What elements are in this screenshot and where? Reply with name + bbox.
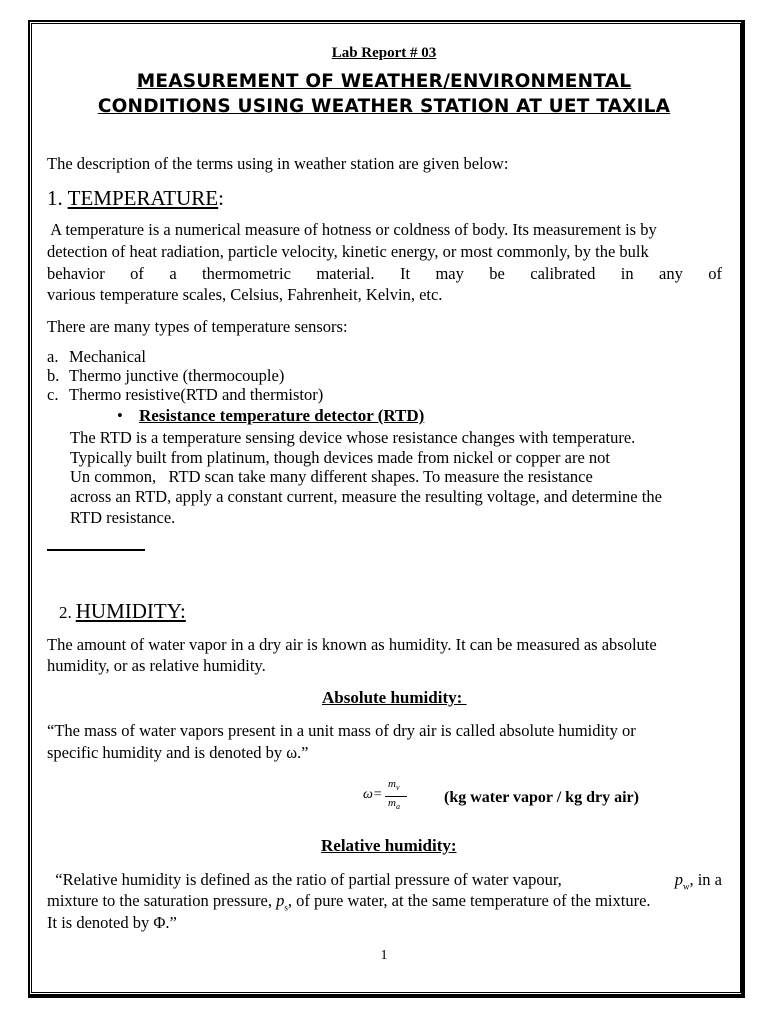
humidity-para-line-1: The amount of water vapor in a dry air is known as humidity. It can be measured as absolute xyxy=(47,635,657,654)
sensors-intro: There are many types of temperature sensors: xyxy=(47,317,348,336)
relative-text: mixture to the saturation pressure, xyxy=(47,891,277,910)
bullet-icon: • xyxy=(117,406,123,425)
list-text: Mechanical xyxy=(69,347,146,366)
list-label: a. xyxy=(47,347,59,366)
denominator-subscript: a xyxy=(395,802,400,812)
rtd-heading: Resistance temperature detector (RTD) xyxy=(139,406,425,425)
report-title-line-1: MEASUREMENT OF WEATHER/ENVIRONMENTAL xyxy=(136,71,632,92)
pw-subscript: w xyxy=(682,881,690,892)
relative-text-tail: , in a xyxy=(689,870,722,889)
list-text: Thermo resistive(RTD and thermistor) xyxy=(69,385,324,404)
section-number: 1. xyxy=(47,186,63,210)
section-divider xyxy=(47,549,145,551)
list-text: Thermo junctive (thermocouple) xyxy=(69,366,285,385)
relative-text-tail: , of pure water, at the same temperature of the mixture. xyxy=(287,891,651,910)
relative-humidity-line-2 xyxy=(47,891,651,912)
rtd-line-1: The RTD is a temperature sensing device whose resistance changes with temperature. xyxy=(70,428,636,447)
relative-humidity-line-3: It is denoted by Φ.” xyxy=(47,913,177,932)
intro-text: The description of the terms using in weather station are given below: xyxy=(47,154,509,173)
relative-humidity-line-1 xyxy=(47,870,722,891)
list-label: c. xyxy=(47,385,59,404)
relative-humidity-heading: Relative humidity: xyxy=(321,836,457,855)
rtd-line-5: RTD resistance. xyxy=(70,508,176,527)
temperature-para-line-3: behavior of a thermometric material. It may be calibrated in any of xyxy=(47,264,722,283)
section-title: TEMPERATURE xyxy=(67,186,219,210)
lab-report-label: Lab Report # 03 xyxy=(331,45,437,61)
rtd-line-3: Un common, RTD scan take many different shapes. To measure the resistance xyxy=(70,467,593,486)
list-item xyxy=(47,347,146,367)
relative-text: “Relative humidity is defined as the ratio of partial pressure of water vapour, xyxy=(47,870,571,889)
numerator-subscript: v xyxy=(395,783,400,793)
denominator-symbol: m xyxy=(388,797,396,809)
absolute-humidity-heading: Absolute humidity: xyxy=(322,688,467,707)
absolute-humidity-line-2: specific humidity and is denoted by ω.” xyxy=(47,743,309,762)
page-number: 1 xyxy=(380,948,388,963)
section-heading-temperature xyxy=(47,186,224,211)
formula-numerator xyxy=(388,778,400,792)
temperature-para-line-4: various temperature scales, Celsius, Fahrenheit, Kelvin, etc. xyxy=(47,285,443,304)
absolute-humidity-line-1: “The mass of water vapors present in a unit mass of dry air is called absolute humidity or xyxy=(47,721,636,740)
humidity-para-line-2: humidity, or as relative humidity. xyxy=(47,656,266,675)
section-colon: : xyxy=(218,186,224,210)
rtd-line-2: Typically built from platinum, though devices made from nickel or copper are not xyxy=(70,448,610,467)
section-title: HUMIDITY: xyxy=(75,599,186,623)
pw-symbol: p xyxy=(674,870,683,889)
list-item xyxy=(47,385,323,405)
ps-subscript: s xyxy=(284,902,288,913)
rtd-line-4: across an RTD, apply a constant current, measure the resulting voltage, and determine the xyxy=(70,487,662,506)
formula-lhs: ω= xyxy=(363,787,383,802)
formula-units: (kg water vapor / kg dry air) xyxy=(444,789,639,806)
formula-denominator xyxy=(388,797,400,811)
numerator-symbol: m xyxy=(388,778,396,790)
section-heading-humidity xyxy=(59,599,186,624)
temperature-para-line-2: detection of heat radiation, particle velocity, kinetic energy, or most commonly, by the bulk xyxy=(47,242,649,261)
section-number: 2. xyxy=(59,603,72,622)
list-item xyxy=(47,366,284,386)
ps-symbol: p xyxy=(276,891,285,910)
temperature-para-line-1: A temperature is a numerical measure of hotness or coldness of body. Its measurement is by xyxy=(47,220,657,239)
relative-text-end xyxy=(675,870,722,891)
report-title-line-2: CONDITIONS USING WEATHER STATION AT UET TAXILA xyxy=(97,96,671,117)
list-label: b. xyxy=(47,366,60,385)
